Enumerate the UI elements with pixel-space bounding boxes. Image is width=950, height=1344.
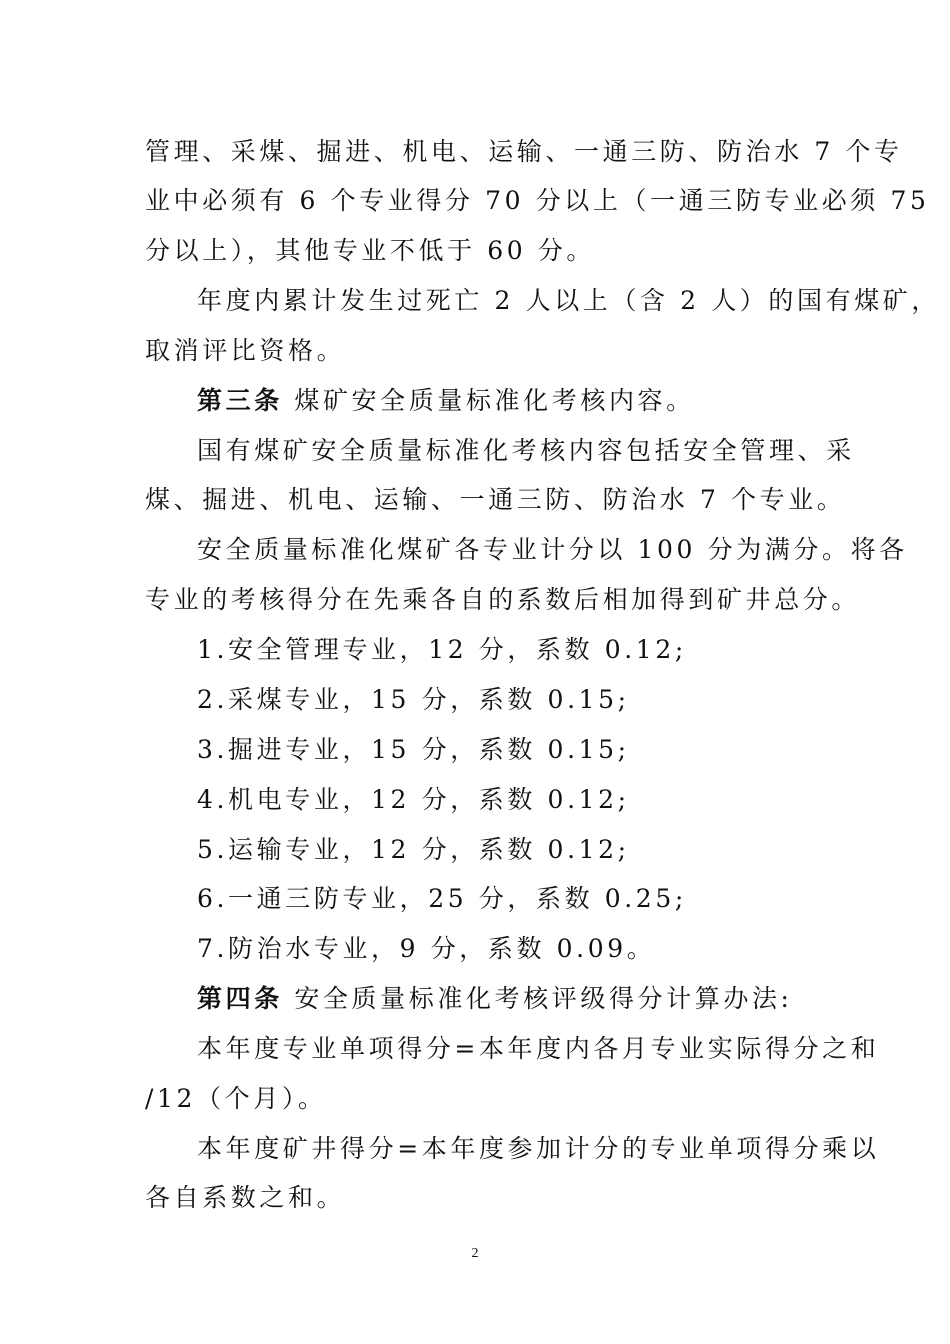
page-number: 2 — [471, 1246, 479, 1261]
list-item: 2.采煤专业，15 分，系数 0.15; — [197, 685, 630, 714]
paragraph-line: 各自系数之和。 — [145, 1183, 346, 1212]
article-3-title: 煤矿安全质量标准化考核内容。 — [282, 386, 695, 415]
paragraph-line: 本年度矿井得分=本年度参加计分的专业单项得分乘以 — [197, 1134, 880, 1163]
paragraph-line: 取消评比资格。 — [145, 336, 346, 365]
article-4-title: 安全质量标准化考核评级得分计算办法: — [282, 984, 793, 1013]
paragraph-line: 分以上），其他专业不低于 60 分。 — [145, 236, 596, 265]
paragraph-line: 专业的考核得分在先乘各自的系数后相加得到矿井总分。 — [145, 585, 861, 614]
list-item: 3.掘进专业，15 分，系数 0.15; — [197, 735, 630, 764]
article-3-heading: 第三条 — [197, 386, 283, 415]
article-4-heading: 第四条 — [197, 984, 283, 1013]
paragraph-line: 本年度专业单项得分=本年度内各月专业实际得分之和 — [197, 1034, 880, 1063]
list-item: 1.安全管理专业，12 分，系数 0.12; — [197, 635, 687, 664]
list-item: 7.防治水专业，9 分，系数 0.09。 — [197, 934, 656, 963]
paragraph-line: 安全质量标准化煤矿各专业计分以 100 分为满分。将各 — [197, 535, 908, 564]
list-item: 4.机电专业，12 分，系数 0.12; — [197, 785, 630, 814]
paragraph-line: 国有煤矿安全质量标准化考核内容包括安全管理、采 — [197, 436, 855, 465]
article-3-line — [197, 386, 695, 416]
paragraph-line: 煤、掘进、机电、运输、一通三防、防治水 7 个专业。 — [145, 485, 846, 514]
paragraph-line: 业中必须有 6 个专业得分 70 分以上（一通三防专业必须 75 — [145, 186, 930, 215]
list-item: 6.一通三防专业，25 分，系数 0.25; — [197, 884, 687, 913]
list-item: 5.运输专业，12 分，系数 0.12; — [197, 835, 630, 864]
paragraph-line: 年度内累计发生过死亡 2 人以上（含 2 人）的国有煤矿， — [197, 286, 941, 315]
paragraph-line: /12（个月）。 — [145, 1084, 327, 1113]
article-4-line — [197, 984, 793, 1014]
paragraph-line: 管理、采煤、掘进、机电、运输、一通三防、防治水 7 个专 — [145, 137, 903, 166]
